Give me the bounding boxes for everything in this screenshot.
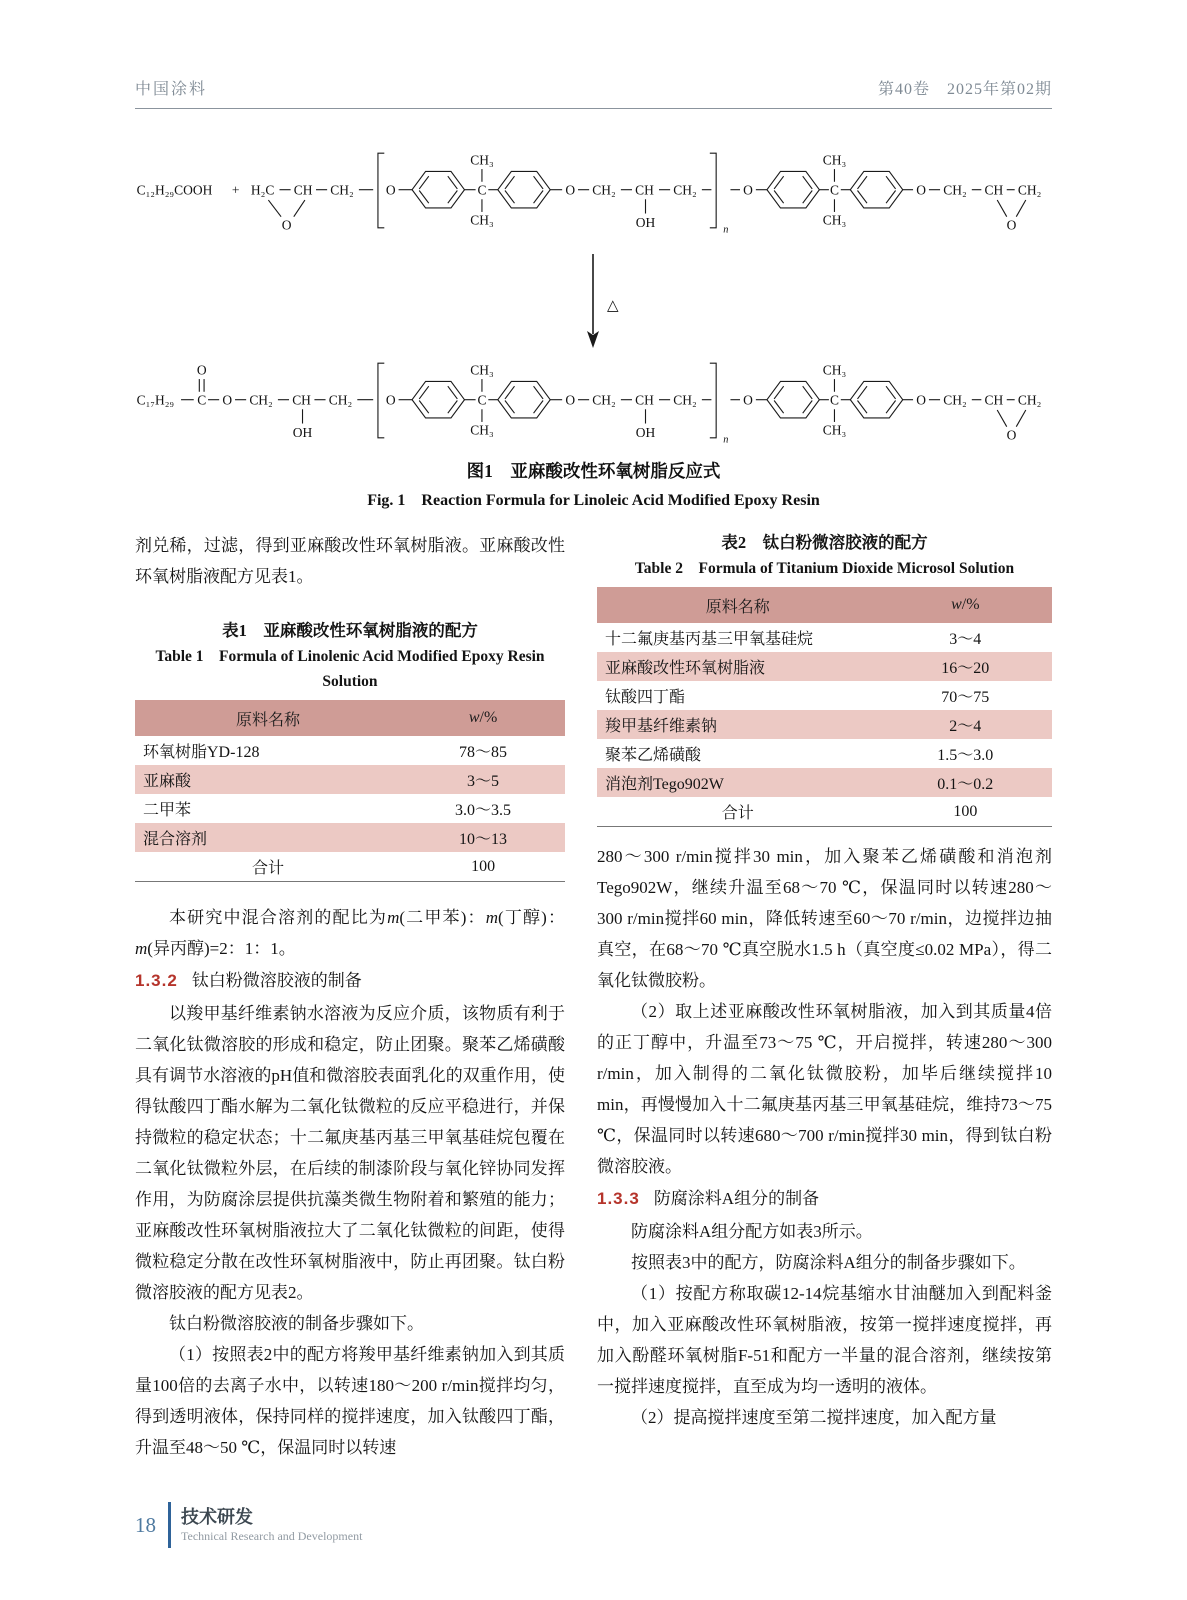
svg-text:CH: CH: [635, 392, 654, 408]
svg-text:CH₂: CH₂: [943, 392, 967, 408]
svg-text:O: O: [385, 392, 396, 408]
ingredient-name: 亚麻酸: [135, 765, 401, 794]
svg-text:O: O: [196, 362, 207, 378]
svg-text:C: C: [829, 182, 839, 198]
ingredient-value: 3～4: [949, 631, 982, 648]
ingredient-value: 78～85: [459, 744, 508, 761]
svg-text:O: O: [743, 392, 753, 408]
svg-text:CH₂: CH₂: [592, 182, 616, 198]
ingredient-value: 70～75: [941, 689, 990, 706]
footer-section-cn: 技术研发: [181, 1507, 253, 1527]
paragraph-intro: 剂兑稀，过滤，得到亚麻酸改性环氧树脂液。亚麻酸改性环氧树脂液配方见表1。: [135, 536, 565, 586]
table2: [597, 587, 1052, 827]
svg-text:CH₂: CH₂: [1017, 182, 1042, 198]
paragraph-a-step1: （1）按配方称取碳12-14烷基缩水甘油醚加入到配料釜中，加入亚麻酸改性环氧树脂液，按第一搅拌速度搅拌，再加入酚醛环氧树脂F-51和配方一半量的混合溶剂，继续按第一搅拌速度搅拌，直至成为均一透明的液体。: [597, 1284, 1052, 1396]
journal-name: 中国涂料: [135, 81, 208, 98]
svg-text:OH: OH: [635, 425, 656, 441]
svg-text:O: O: [385, 182, 396, 198]
figure-caption-cn: 图1 亚麻酸改性环氧树脂反应式: [466, 461, 721, 481]
svg-text:CH: CH: [293, 182, 313, 198]
svg-text:n: n: [723, 224, 729, 236]
svg-text:CH₂: CH₂: [328, 392, 353, 408]
svg-text:CH: CH: [635, 182, 654, 198]
svg-text:CH₃: CH₃: [470, 212, 494, 228]
svg-text:CH₃: CH₃: [470, 362, 494, 378]
table-row: [597, 739, 1052, 768]
svg-text:C: C: [477, 182, 487, 198]
section-number: 1.3.3: [597, 1189, 640, 1208]
svg-text:CH₃: CH₃: [822, 152, 847, 168]
ingredient-value: 16～20: [879, 652, 1052, 681]
svg-text:CH₂: CH₂: [592, 392, 616, 408]
ingredient-value: 3～5: [401, 765, 565, 794]
paragraph-a-follow: 按照表3中的配方，防腐涂料A组分的制备步骤如下。: [631, 1253, 1026, 1272]
reaction-formula-product: [135, 352, 1052, 454]
svg-text:C₁₇H₂₉: C₁₇H₂₉: [136, 392, 175, 408]
svg-text:CH₃: CH₃: [822, 422, 847, 438]
svg-text:O: O: [1006, 217, 1017, 233]
footer-divider-bar: [168, 1502, 171, 1548]
paragraph-a-step2: （2）提高搅拌速度至第二搅拌速度，加入配方量: [631, 1408, 997, 1427]
ingredient-value: 0.1～0.2: [879, 768, 1052, 797]
reactants-structure: [135, 142, 1052, 239]
right-column: [597, 530, 1052, 1433]
total-value: 100: [953, 802, 978, 820]
table2-header-w: w/%: [879, 587, 1052, 623]
footer-section-en: Technical Research and Development: [181, 1529, 363, 1543]
svg-text:+: +: [231, 182, 240, 198]
table1-header-name: 原料名称: [135, 700, 401, 736]
table-row: [597, 681, 1052, 710]
svg-text:O: O: [565, 182, 576, 198]
svg-text:O: O: [916, 392, 926, 408]
paragraph-a-intro: 防腐涂料A组分配方如表3所示。: [631, 1222, 873, 1241]
table2-caption-cn: 表2 钛白粉微溶胶液的配方: [721, 533, 928, 552]
table1-caption-en: Table 1 Formula of Linolenic Acid Modified Epoxy Resin Solution: [155, 648, 545, 690]
ingredient-name: 十二氟庚基丙基三甲氧基硅烷: [605, 631, 814, 648]
svg-text:C₁₂H₂₉COOH: C₁₂H₂₉COOH: [136, 182, 213, 198]
svg-text:O: O: [1006, 427, 1017, 443]
svg-text:OH: OH: [292, 425, 313, 441]
svg-text:CH₂: CH₂: [330, 182, 354, 198]
svg-text:CH₃: CH₃: [470, 152, 494, 168]
table1-header-row: [135, 700, 565, 736]
svg-text:CH: CH: [984, 182, 1004, 198]
figure-caption-en: Fig. 1 Reaction Formula for Linoleic Acid Modified Epoxy Resin: [367, 492, 820, 509]
reaction-formula-reactants: [135, 142, 1052, 244]
svg-text:O: O: [222, 392, 233, 408]
svg-text:CH₂: CH₂: [249, 392, 273, 408]
paragraph-step1-continued: 280～300 r/min搅拌30 min，加入聚苯乙烯磺酸和消泡剂Tego902W，继续升温至68～70 ℃，保温同时以转速280～300 r/min搅拌60 min，降低转速至60～70 r/min，边搅拌边抽真空，在68～70 ℃真空脱水1.5 h（真空度≤0.02 MPa），得二氧化钛微胶粉。: [597, 847, 1052, 990]
svg-text:C: C: [197, 392, 207, 408]
ingredient-name: 羧甲基纤维素钠: [597, 710, 879, 739]
table1: [135, 700, 565, 882]
section-number: 1.3.2: [135, 971, 178, 990]
table-row: [597, 652, 1052, 681]
svg-text:O: O: [565, 392, 576, 408]
ingredient-value: 10～13: [401, 823, 565, 852]
table-row: [597, 768, 1052, 797]
svg-text:C: C: [477, 392, 487, 408]
table-row: [597, 710, 1052, 739]
svg-text:CH₂: CH₂: [673, 392, 697, 408]
ingredient-name: 二甲苯: [143, 802, 192, 819]
svg-text:O: O: [281, 217, 292, 233]
svg-text:OH: OH: [635, 215, 656, 231]
svg-text:H₂C: H₂C: [250, 182, 275, 198]
table-row-total: [135, 852, 565, 882]
svg-text:CH: CH: [984, 392, 1004, 408]
paragraph-steps-intro: 钛白粉微溶胶液的制备步骤如下。: [169, 1314, 424, 1333]
table2-caption-en: Table 2 Formula of Titanium Dioxide Microsol Solution: [634, 560, 1015, 577]
paragraph-step1: （1）按照表2中的配方将羧甲基纤维素钠加入到其质量100倍的去离子水中，以转速180～200 r/min搅拌均匀，得到透明液体，保持同样的搅拌速度，加入钛酸四丁酯，升温至48～50 ℃，保温同时以转速: [135, 1345, 565, 1457]
ingredient-name: 混合溶剂: [135, 823, 401, 852]
svg-text:n: n: [723, 434, 729, 446]
svg-text:C: C: [829, 392, 839, 408]
section-heading-132: [135, 964, 565, 998]
svg-text:CH₃: CH₃: [822, 362, 847, 378]
page-number: 18: [135, 1512, 156, 1537]
total-label: 合计: [252, 860, 285, 877]
table2-header-row: [597, 587, 1052, 623]
total-label: 合计: [721, 805, 754, 822]
table2-header-name: 原料名称: [597, 587, 879, 623]
table1-header-w: w/%: [401, 700, 565, 736]
section-heading-133: [597, 1182, 1052, 1216]
page-header: [135, 76, 1052, 109]
ingredient-name: 环氧树脂YD-128: [143, 744, 260, 761]
svg-text:CH₂: CH₂: [673, 182, 697, 198]
table-row: [597, 623, 1052, 652]
page-footer: [135, 1502, 362, 1548]
total-value: 100: [471, 857, 496, 875]
svg-text:CH₂: CH₂: [1017, 392, 1042, 408]
ingredient-name: 消泡剂Tego902W: [597, 768, 879, 797]
reaction-arrow-area: [135, 254, 1052, 350]
svg-text:CH₃: CH₃: [470, 422, 494, 438]
ingredient-value: 1.5～3.0: [937, 747, 994, 764]
table-row: [135, 736, 565, 765]
section-title: 钛白粉微溶胶液的制备: [191, 971, 362, 990]
ingredient-name: 聚苯乙烯磺酸: [605, 747, 702, 764]
paragraph-step2: （2）取上述亚麻酸改性环氧树脂液，加入到其质量4倍的正丁醇中，升温至73～75 ℃，开启搅拌，转速280～300 r/min，加入制得的二氧化钛微胶粉，加毕后继续搅拌10 min，再慢慢加入十二氟庚基丙基三甲氧基硅烷，维持73～75 ℃，保温同时以转速680～700 r/min搅拌30 min，得到钛白粉微溶胶液。: [597, 1002, 1052, 1176]
table-row-total: [597, 797, 1052, 827]
left-column: [135, 530, 565, 1463]
ingredient-name: 亚麻酸改性环氧树脂液: [597, 652, 879, 681]
svg-text:CH₃: CH₃: [822, 212, 847, 228]
ingredient-name: 钛酸四丁酯: [605, 689, 686, 706]
svg-text:O: O: [916, 182, 926, 198]
ingredient-value: 2～4: [879, 710, 1052, 739]
table1-caption-cn: 表1 亚麻酸改性环氧树脂液的配方: [222, 621, 478, 640]
reaction-arrow: [579, 254, 625, 350]
svg-text:CH: CH: [292, 392, 311, 408]
table-row: [135, 765, 565, 794]
product-structure: [135, 352, 1052, 449]
svg-text:CH₂: CH₂: [943, 182, 967, 198]
paragraph-mechanism: 以羧甲基纤维素钠水溶液为反应介质，该物质有利于二氧化钛微溶胶的形成和稳定，防止团聚。聚苯乙烯磺酸具有调节水溶液的pH值和微溶胶表面乳化的双重作用，使得钛酸四丁酯水解为二氧化钛微粒的反应平稳进行，并保持微粒的稳定状态；十二氟庚基丙基三甲氧基硅烷包覆在二氧化钛微粒外层，在后续的制漆阶段与氧化锌协同发挥作用，为防腐涂层提供抗藻类微生物附着和繁殖的能力；亚麻酸改性环氧树脂液拉大了二氧化钛微粒的间距，使得微粒稳定分散在改性环氧树脂液中，防止再团聚。钛白粉微溶胶液的配方见表2。: [135, 1004, 565, 1302]
svg-text:O: O: [743, 182, 753, 198]
table-row: [135, 823, 565, 852]
paragraph-solvent-ratio: 本研究中混合溶剂的配比为m(二甲苯)：m(丁醇)：m(异丙醇)=2：1：1。: [135, 908, 565, 958]
ingredient-value: 3.0～3.5: [455, 802, 512, 819]
volume-issue: 第40卷 2025年第02期: [877, 81, 1052, 98]
table-row: [135, 794, 565, 823]
section-title: 防腐涂料A组分的制备: [653, 1189, 820, 1208]
heat-symbol: △: [607, 298, 619, 314]
